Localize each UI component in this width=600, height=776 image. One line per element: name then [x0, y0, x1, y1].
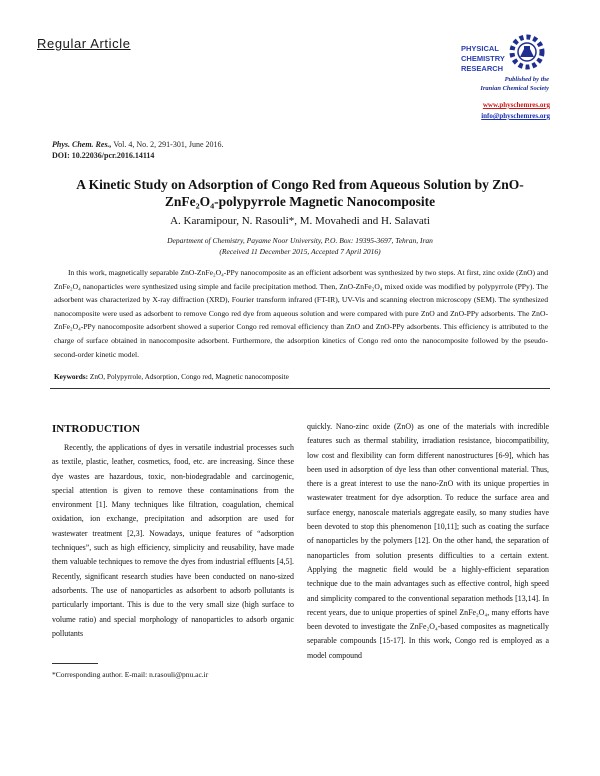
footnote-divider: [52, 663, 98, 664]
keywords: [54, 372, 548, 381]
citation-doi: DOI: 10.22036/pcr.2016.14114: [52, 151, 155, 160]
affiliation-text: Department of Chemistry, Payame Noor University, P.O. Box: 19395-3697, Tehran, Iran: [167, 236, 433, 245]
website-link[interactable]: www.physchemres.org: [482, 101, 550, 109]
column-right: [307, 420, 549, 663]
publisher-line: Published by the: [504, 76, 549, 83]
journal-name-line: CHEMISTRY: [461, 54, 505, 63]
journal-logo-icon: [505, 30, 549, 74]
keywords-text: ZnO, Polypyrrole, Adsorption, Congo red, Magnetic nanocomposite: [88, 372, 289, 381]
authors: A. Karamipour, N. Rasouli*, M. Movahedi and H. Salavati: [170, 215, 430, 227]
title-line: A Kinetic Study on Adsorption of Congo Red from Aqueous Solution by ZnO-: [76, 177, 524, 192]
section-label: Regular Article: [37, 36, 131, 51]
introduction-heading: INTRODUCTION: [52, 423, 141, 435]
journal-name-line: PHYSICAL: [461, 44, 499, 53]
section-divider: [50, 388, 550, 389]
received-dates: (Received 11 December 2015, Accepted 7 April 2016): [219, 247, 381, 256]
citation-details: Vol. 4, No. 2, 291-301, June 2016.: [111, 140, 224, 149]
publisher: [455, 75, 549, 93]
column-left: [52, 441, 294, 641]
affiliation: [50, 235, 550, 257]
citation: [52, 139, 224, 161]
footnote: *Corresponding author. E-mail: n.rasouli@pnu.ac.ir: [52, 670, 209, 679]
paragraph: Recently, the applications of dyes in versatile industrial processes such as textile, plastic, leather, cosmetics, food, etc. are increasing. Since these dye wastes are hazardous, toxic, non-biodegradable and carcinogenic, special attention is given to remove these contaminations from the environment [1]. Many techniques like filtration, coagulation, chemical oxidation, ion exchange, precipitation and adsorption are used for wastewater treatment [2,3]. Nowadays, unique features of “adsorption techniques”, such as high efficiency, simplicity and reusability, have made them valuable techniques to remove the dyes from industrial effluents [4,5]. Recently, significant research studies have been conducted on nano-sized adsorbents. The use of nanoparticles as adsorbent to adsorb pollutants is particularly important. This is due to the very small size (high surface to volume ratio) and special morphology of nanoparticles to adsorb organic pollutants: [52, 443, 294, 638]
paper-title: [50, 176, 550, 210]
abstract: In this work, magnetically separable ZnO-ZnFe₂O₄-PPy nanocomposite as an efficient adsorbent was synthesized by two steps. At first, zinc oxide (ZnO) and ZnFe₂O₄ nanoparticles were synthesized using simple and facile precipitation method. Then, ZnO-ZnFe₂O₄ mixed oxide was modified by polypyrrole (PPy). The adsorbent was characterized by X-ray diffraction (XRD), Fourier transform infrared (FT-IR), UV-Vis and scanning electron microscopy (SEM). The synthesized nanocomposite were used as adsorbent to remove Congo red dye from aqueous solution and were compared with pure ZnO and ZnO-PPy adsorbents. The ZnO-ZnFe₂O₄-PPy nanocomposite adsorbent showed a superior Congo red removal efficiency than ZnO and ZnO-PPy adsorbents. This efficiency is attributed to the charge of surface obtained in nanocomposite adsorbent. Furthermore, the adsorption kinetics of Congo red onto the nanocomposite followed by the pseudo-second-order kinetic model.: [54, 268, 548, 359]
journal-links: [446, 100, 550, 122]
citation-journal: Phys. Chem. Res.,: [52, 140, 112, 149]
publisher-line: Iranian Chemical Society: [480, 85, 549, 92]
paragraph: quickly. Nano-zinc oxide (ZnO) as one of the materials with incredible features such as thermal stability, irradiation resistance, biocompatibility, low cost and flexibility can form different nanostructures [6-9], which has been used in adsorption of dye less than other conventional material. Thus, there is a great interest to use the nano-ZnO with its unique properties in wastewater treatment for dye adsorption. To reduce the surface area and surface energy, nanoscale materials aggregate easily, so many studies have been devoted to stop this phenomenon [10,11]; such as coating the surface of nanoparticles by the polymers [12]. On the other hand, the separation of nanoparticles from solution presents difficulties to a certain extent. Applying the magnetic field would be a highly-efficient separation technique due to the main advantages such as effective control, high speed and simplicity compared to the conventional separation methods [13,14]. In recent years, due to unique properties of spinel ZnFe₂O₄, many efforts have been devoted to investigate the ZnFe₂O₄-based composites as magnetically separable compounds [15-17]. In this work, Congo red is employed as a model compound: [307, 422, 549, 660]
journal-name-line: RESEARCH: [461, 64, 504, 73]
keywords-label: Keywords:: [54, 372, 89, 381]
title-line: ZnFe₂O₄-polypyrrole Magnetic Nanocomposite: [164, 194, 436, 209]
email-link[interactable]: info@physchemres.org: [481, 112, 550, 120]
